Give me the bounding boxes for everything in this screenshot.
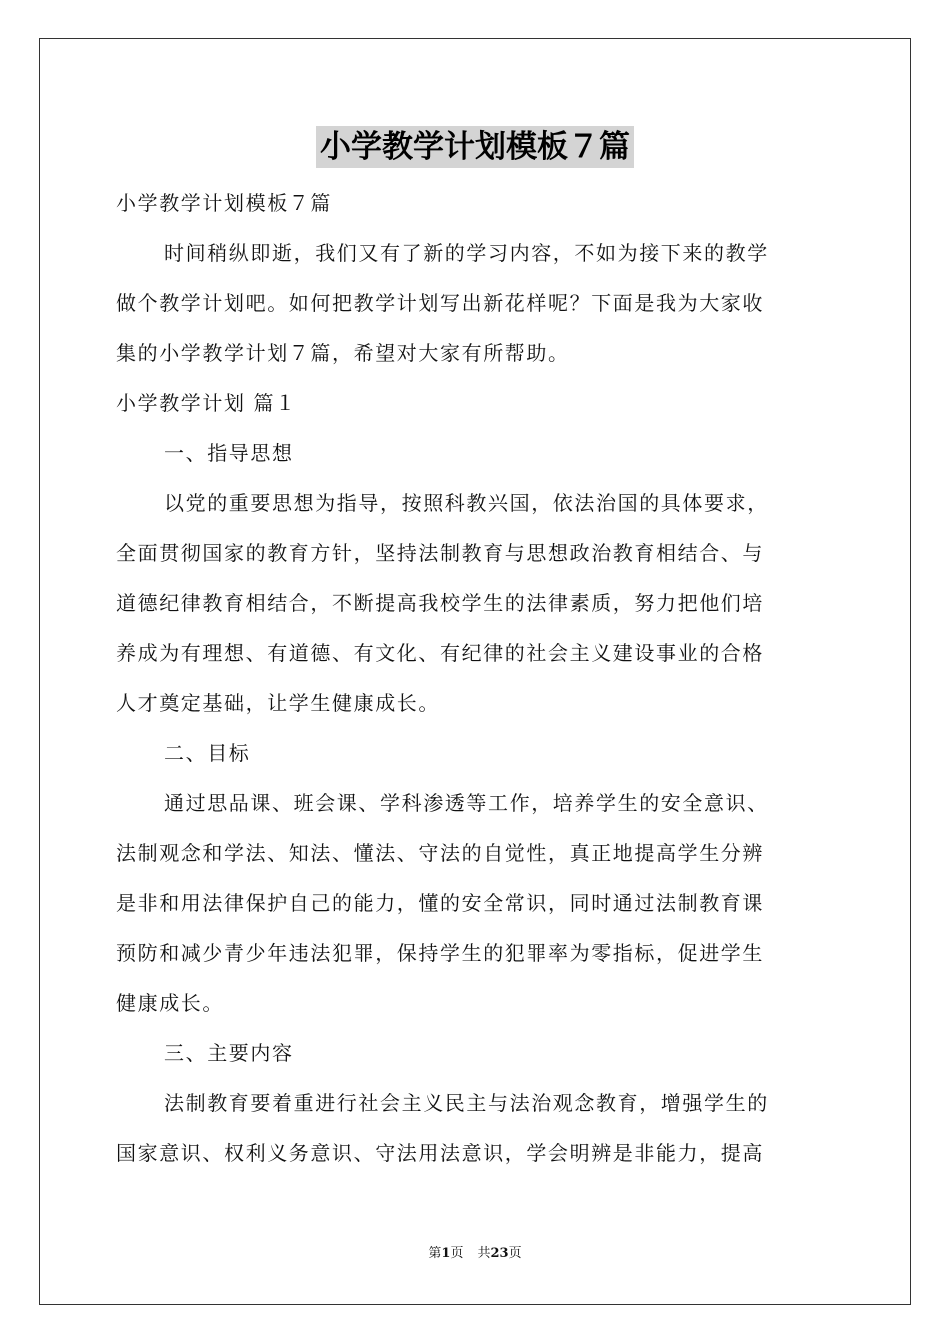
total-suffix: 页 [508,1246,522,1261]
title-container [0,126,950,168]
text-line: 集的小学教学计划７篇，希望对大家有所帮助。 [116,341,570,365]
text-line: 法制教育要着重进行社会主义民主与法治观念教育，增强学生的 [164,1091,769,1115]
text-line: 人才奠定基础，让学生健康成长。 [116,691,440,715]
text-line: 二、目标 [164,741,251,765]
page-suffix: 页 [450,1246,464,1261]
text-line: 道德纪律教育相结合，不断提高我校学生的法律素质，努力把他们培 [116,591,764,615]
total-pages: 23 [490,1246,509,1261]
text-line: 法制观念和学法、知法、懂法、守法的自觉性，真正地提高学生分辨 [116,841,764,865]
text-line: 预防和减少青少年违法犯罪，保持学生的犯罪率为零指标，促进学生 [116,941,764,965]
text-line: 小学教学计划模板７篇 [116,191,332,215]
page-number: 1 [441,1246,451,1261]
text-line: 做个教学计划吧。如何把教学计划写出新花样呢？下面是我为大家收 [116,291,764,315]
text-line: 通过思品课、班会课、学科渗透等工作，培养学生的安全意识、 [164,791,769,815]
text-line: 养成为有理想、有道德、有文化、有纪律的社会主义建设事业的合格 [116,641,764,665]
document-title: 小学教学计划模板７篇 [316,126,634,168]
text-line: 国家意识、权利义务意识、守法用法意识，学会明辨是非能力，提高 [116,1141,764,1165]
text-line: 以党的重要思想为指导，按照科教兴国，依法治国的具体要求， [164,491,769,515]
total-prefix: 共 [477,1246,491,1261]
text-line: 全面贯彻国家的教育方针，坚持法制教育与思想政治教育相结合、与 [116,541,764,565]
text-line: 小学教学计划 篇１ [116,391,297,415]
page-footer [0,1244,950,1264]
text-line: 三、主要内容 [164,1041,294,1065]
text-line: 健康成长。 [116,991,224,1015]
text-line: 一、指导思想 [164,441,294,465]
text-line: 时间稍纵即逝，我们又有了新的学习内容，不如为接下来的教学 [164,241,769,265]
page-prefix: 第 [428,1246,442,1261]
document-body [116,178,832,1178]
text-line: 是非和用法律保护自己的能力，懂的安全常识，同时通过法制教育课 [116,891,764,915]
